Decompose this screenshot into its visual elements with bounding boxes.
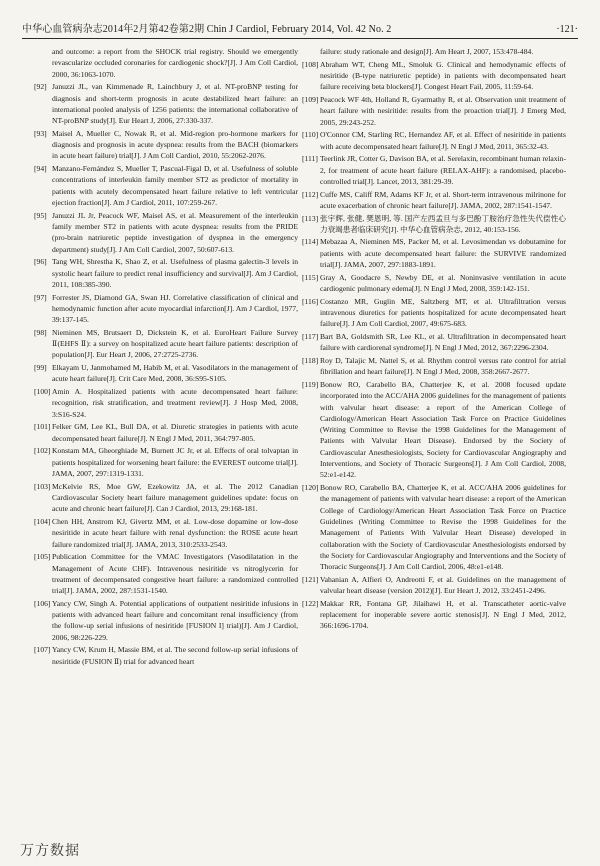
reference-entry	[34, 292, 298, 326]
reference-entry	[34, 481, 298, 515]
reference-entry	[302, 129, 566, 152]
reference-number: [110]	[302, 130, 319, 140]
reference-text: McKelvie RS, Moe GW, Ezekowitz JA, et al. The 2012 Canadian Cardiovascular Society heart failure management guidelines update: focus on acute and chronic heart failure[J]. Can J Cardiol, 2013, 29:168-181.	[52, 481, 298, 514]
reference-number: [103]	[34, 481, 51, 491]
reference-text: Tang WH, Shrestha K, Shao Z, et al. Usefulness of plasma galectin-3 levels in systolic heart failure to predict renal insufficiency and survival[J]. Am J Cardiol, 2011, 108:385-390.	[52, 257, 298, 289]
reference-entry	[302, 355, 566, 378]
reference-text: Manzano-Fernández S, Mueller T, Pascual-Figal D, et al. Usefulness of soluble concentrations of interleukin family member ST2 as predictor of mortality in patients with acutely decompensated heart failure relative to left ventricular ejection fraction[J]. Am J Cardiol, 2011, 107:259-267.	[52, 164, 298, 208]
reference-text: Teerlink JR, Cotter G, Davison BA, et al. Serelaxin, recombinant human relaxin-2, for treatment of acute heart failure (RELAX-AHF): a randomised, placebo-controlled trial[J]. Lancet, 2013, 381:29-39.	[320, 154, 566, 186]
reference-text: Maisel A, Mueller C, Nowak R, et al. Mid-region pro-hormone markers for diagnosis and prognosis in acute dyspnea: results from the BACH (biomarkers in acute heart failure) trial[J]. J Am Coll Cardiol, 2010, 55:2062-2076.	[52, 128, 298, 161]
reference-text: O'Connor CM, Starling RC, Hernandez AF, et al. Effect of nesiritide in patients with acute decompensated heart failure[J]. N Engl J Med, 2011, 365:32-43.	[320, 130, 566, 151]
reference-entry	[34, 644, 298, 667]
reference-entry	[34, 386, 298, 420]
reference-text: Januzzi JL Jr, Peacock WF, Maisel AS, et al. Measurement of the interleukin family member ST2 in patients with acute dyspnea: results from the PRIDE (pro-brain natriuretic peptide investigation of dyspnea in the emergency department) study[J]. J Am Coll Cardiol, 2007, 50:607-613.	[52, 210, 298, 254]
reference-continuation	[302, 46, 566, 57]
reference-text: Peacock WF 4th, Holland R, Gyarmathy R, et al. Observation unit treatment of heart failure with nesiritide: results from the proaction trial[J]. J Emerg Med, 2005, 29:243-252.	[320, 94, 566, 127]
reference-text: Bonow RO, Carabello BA, Chatterjee K, et al. 2008 focused update incorporated into the ACC/AHA 2006 guidelines for the management of patients with valvular heart disease: a report of the American College of Cardiology/American Heart Association Task Force on Practice Guidelines (Writing Committee to Revise the 1998 Guidelines for the Management of Patients with Valvular Heart Disease). Endorsed by the Society of Cardiovascular Anesthesiologists, Society for Cardiovascular Angiography and Interventions, and Society of Thoracic Surgeons[J]. J Am Coll Cardiol, 2008, 52:e1-e142.	[320, 380, 566, 480]
reference-text: Vahanian A, Alfieri O, Andreotti F, et al. Guidelines on the management of valvular heart disease (version 2012)[J]. Eur Heart J, 2012, 33:2451-2496.	[320, 574, 566, 596]
reference-entry	[34, 128, 298, 162]
reference-number: [119]	[302, 380, 319, 389]
reference-text: Elkayam U, Janmohamed M, Habib M, et al. Vasodilators in the management of acute heart failure[J]. Crit Care Med, 2008, 36:S95-S105.	[52, 363, 298, 384]
reference-number: [122]	[302, 598, 319, 608]
running-header	[22, 18, 578, 39]
reference-entry	[302, 379, 566, 481]
page-number: ·121·	[556, 24, 578, 35]
reference-text: Felker GM, Lee KL, Bull DA, et al. Diuretic strategies in patients with acute decompensated heart failure[J]. N Engl J Med, 2011, 364:797-805.	[52, 422, 298, 443]
reference-text: Cuffe MS, Califf RM, Adams KF Jr, et al. Short-term intravenous milrinone for acute exacerbation of chronic heart failure[J]. JAMA, 2002, 287:1541-1547.	[320, 189, 566, 210]
reference-entry	[34, 445, 298, 479]
reference-entry	[302, 153, 566, 187]
reference-entry	[34, 551, 298, 596]
reference-text: Amin A. Hospitalized patients with acute decompensated heart failure: recognition, risk stratification, and treatment review[J]. J Hosp Med, 2008, 3:S16-S24.	[52, 387, 298, 419]
reference-entry	[302, 94, 566, 128]
reference-entry	[302, 189, 566, 212]
reference-number: [116]	[302, 296, 319, 306]
reference-number: [104]	[34, 516, 51, 526]
reference-text: Yancy CW, Krum H, Massie BM, et al. The second follow-up serial infusions of nesiritide (FUSION Ⅱ) trial for advanced heart	[52, 645, 298, 666]
reference-entry	[302, 574, 566, 597]
reference-number: [96]	[34, 257, 47, 267]
reference-entry	[34, 256, 298, 290]
journal-citation-line: 中华心血管病杂志2014年2月第42卷第2期 Chin J Cardiol, February 2014, Vol. 42 No. 2	[22, 24, 392, 35]
reference-entry	[302, 272, 566, 295]
reference-text: Bonow RO, Carabello BA, Chatterjee K, et al. ACC/AHA 2006 guidelines for the management of patients with valvular heart disease: a report of the American College of Cardiology/American Heart Association Task Force on Practice Guidelines (Writing Committee to Revise the 1998 Guidelines for the Management of Patients With Valvular Heart Disease) developed in collaboration with the Society of Cardiovascular Anesthesiologists endorsed by the Society for Cardiovascular Angiography and Interventions and the Society of Thoracic Surgeons[J]. J Am Coll Cardiol, 2006, 48:e1-e148.	[320, 483, 566, 572]
reference-text: Bart BA, Goldsmith SR, Lee KL, et al. Ultrafiltration in decompensated heart failure with cardiorenal syndrome[J]. N Engl J Med, 2012, 367:2296-2304.	[320, 332, 566, 353]
reference-number: [113]	[302, 213, 319, 223]
reference-entry	[302, 213, 566, 236]
reference-text: Mebazaa A, Nieminen MS, Packer M, et al. Levosimendan vs dobutamine for patients with acute decompensated heart failure: the SURVIVE randomized trial[J]. JAMA, 2007, 297:1883-1891.	[320, 237, 566, 270]
reference-text: Roy D, Talajic M, Nattel S, et al. Rhythm control versus rate control for atrial fibrillation and heart failure[J]. N Engl J Med, 2008, 358:2667-2677.	[320, 356, 566, 377]
reference-entry	[34, 421, 298, 444]
reference-number: [108]	[302, 59, 319, 69]
reference-text: Costanzo MR, Guglin ME, Saltzberg MT, et al. Ultrafiltration versus intravenous diuretics for patients hospitalized for acute decompensated heart failure[J]. J Am Coll Cardiol, 2007, 49:675-683.	[320, 296, 566, 329]
reference-text: Chen HH, Anstrom KJ, Givertz MM, et al. Low-dose dopamine or low-dose nesiritide in acute heart failure with renal dysfunction: the ROSE acute heart failure randomized trial[J]. JAMA, 2013, 310:2533-2543.	[52, 516, 298, 549]
reference-number: [107]	[34, 645, 51, 655]
reference-entry	[34, 163, 298, 208]
reference-entry	[302, 331, 566, 354]
reference-text: Abraham WT, Cheng ML, Smoluk G. Clinical and hemodynamic effects of nesiritide (B-type natriuretic peptide) in patients with decompensated heart failure receiving beta blockers[J]. Congest Heart Fail, 2005, 11:59-64.	[320, 59, 566, 92]
reference-number: [102]	[34, 446, 51, 456]
reference-entry	[302, 296, 566, 330]
reference-number: [93]	[34, 128, 47, 138]
reference-number: [94]	[34, 164, 47, 174]
reference-entry	[302, 598, 566, 632]
reference-entry	[34, 210, 298, 255]
reference-number: [95]	[34, 210, 47, 220]
reference-text: Publication Committee for the VMAC Investigators (Vasodilatation in the Management of Acute CHF). Intravenous nesiritide vs nitroglycerin for treatment of decompensated congestive heart failure: a randomized controlled trial[J]. JAMA, 2002, 287:1531-1540.	[52, 552, 298, 596]
reference-text: Januzzi JL, van Kimmenade R, Lainchbury J, et al. NT-proBNP testing for diagnosis and short-term prognosis in acute destabilized heart failure: an international pooled analysis of 1256 patients: the international collaborative of NT-proBNP study[J]. Eur Heart J, 2006, 27:330-337.	[52, 82, 298, 126]
reference-number: [101]	[34, 422, 51, 432]
reference-text: Forrester JS, Diamond GA, Swan HJ. Correlative classification of clinical and hemodynamic function after acute myocardial infarction[J]. Am J Cardiol, 1977, 39:137-145.	[52, 292, 298, 325]
reference-continuation	[34, 46, 298, 80]
reference-entry	[34, 598, 298, 643]
reference-number: [111]	[302, 154, 318, 164]
reference-text: 张宇辉, 张健, 樊恩明, 等. 国产左西孟旦与多巴酚丁胺治疗急性失代偿性心力衰竭患者临床研究[J]. 中华心血管病杂志, 2012, 40:153-156.	[320, 213, 566, 234]
watermark-logo: 万方数据	[20, 844, 80, 859]
reference-entry	[34, 81, 298, 126]
reference-number: [115]	[302, 272, 319, 282]
reference-number: [114]	[302, 237, 319, 247]
reference-text: failure: study rationale and design[J]. Am Heart J, 2007, 153:478-484.	[320, 47, 534, 56]
reference-entry	[302, 59, 566, 93]
reference-entry	[302, 482, 566, 572]
reference-text: Konstam MA, Gheorghiade M, Burnett JC Jr, et al. Effects of oral tolvaptan in patients hospitalized for worsening heart failure: the EVEREST outcome trial[J]. JAMA, 2007, 297:1319-1331.	[52, 446, 298, 478]
reference-number: [120]	[302, 483, 319, 493]
reference-column-right	[302, 46, 566, 633]
reference-entry	[34, 362, 298, 385]
reference-number: [109]	[302, 94, 319, 104]
reference-entry	[302, 236, 566, 270]
reference-number: [112]	[302, 189, 319, 199]
reference-number: [105]	[34, 552, 51, 562]
reference-number: [97]	[34, 292, 47, 302]
reference-text: and outcome: a report from the SHOCK trial registry. Should we emergently revascularize occluded coronaries for cardiogenic shock?[J]. J Am Coll Cardiol, 2000, 36:1063-1070.	[52, 47, 298, 79]
reference-number: [117]	[302, 332, 319, 342]
reference-text: Yancy CW, Singh A. Potential applications of outpatient nesiritide infusions in patients with advanced heart failure and concomitant renal insufficiency (from the follow-up serial infusions of nesiritide [FUSION I] trial)[J]. Am J Cardiol, 2006, 98:226-229.	[52, 598, 298, 642]
reference-column-left	[34, 46, 298, 668]
reference-text: Nieminen MS, Brutsaert D, Dickstein K, et al. EuroHeart Failure Survey Ⅱ(EHFS Ⅱ): a survey on hospitalized acute heart failure patients: description of population[J]. Eur Heart J, 2006, 27:2725-2736.	[52, 327, 298, 360]
reference-entry	[34, 516, 298, 550]
reference-text: Gray A, Goodacre S, Newby DE, et al. Noninvasive ventilation in acute cardiogenic pulmonary edema[J]. N Engl J Med, 2008, 359:142-151.	[320, 272, 566, 294]
reference-text: Makkar RR, Fontana GP, Jilaihawi H, et al. Transcatheter aortic-valve replacement for inoperable severe aortic stenosis[J]. N Engl J Med, 2012, 366:1696-1704.	[320, 598, 566, 631]
reference-number: [118]	[302, 356, 319, 366]
reference-number: [99]	[34, 363, 47, 373]
reference-number: [98]	[34, 327, 47, 337]
reference-number: [121]	[302, 574, 319, 584]
reference-entry	[34, 327, 298, 361]
reference-number: [100]	[34, 387, 51, 397]
reference-number: [106]	[34, 598, 51, 608]
reference-number: [92]	[34, 82, 47, 92]
